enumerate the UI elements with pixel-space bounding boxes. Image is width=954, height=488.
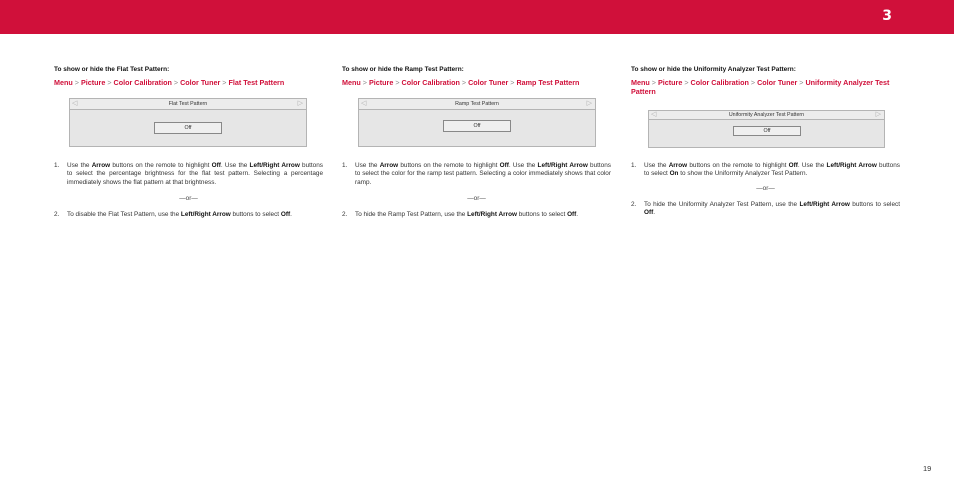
arrow-left-icon[interactable]: ◁ xyxy=(651,111,657,118)
section-heading: To show or hide the Ramp Test Pattern: xyxy=(342,66,464,73)
text-run: buttons to select the percentage brightness for the flat test pattern. Selecting a percentage immediately shows the flat pattern at that brightness. xyxy=(67,162,323,186)
tv-menu-value[interactable]: Off xyxy=(154,122,222,134)
emphasis: Left/Right Arrow xyxy=(467,211,517,218)
emphasis: Off xyxy=(788,162,798,169)
step-text xyxy=(67,162,323,187)
text-run: To hide the Uniformity Analyzer Test Pattern, use the xyxy=(644,201,800,208)
step-number: 2. xyxy=(631,201,637,208)
text-run: buttons to select xyxy=(644,162,900,178)
emphasis: Left/Right Arrow xyxy=(180,211,231,218)
step-2 xyxy=(342,211,611,221)
menu-path-item: Ramp Test Pattern xyxy=(516,78,580,87)
chapter-number: 3 xyxy=(882,8,892,24)
tv-menu-value[interactable]: Off xyxy=(443,120,511,132)
menu-path-item: Picture xyxy=(657,78,683,87)
text-run: To disable the Flat Test Pattern, use the xyxy=(67,211,181,218)
path-separator: > xyxy=(393,78,402,87)
step-text xyxy=(67,211,323,219)
or-divider: —or— xyxy=(179,195,198,202)
text-run: . Use the xyxy=(508,162,538,169)
menu-path xyxy=(54,78,326,87)
arrow-right-icon[interactable]: ▷ xyxy=(586,100,592,107)
text-run: . Use the xyxy=(220,162,250,169)
menu-path-item: Color Calibration xyxy=(401,78,460,87)
emphasis: On xyxy=(669,170,679,178)
menu-path-item: Color Calibration xyxy=(690,78,749,87)
text-run: buttons to select xyxy=(849,201,900,208)
path-separator: > xyxy=(105,78,114,87)
text-run: buttons on the remote to highlight xyxy=(398,162,500,169)
arrow-left-icon[interactable]: ◁ xyxy=(72,100,78,107)
text-run: buttons on the remote to highlight xyxy=(687,162,789,169)
path-separator: > xyxy=(220,78,229,87)
text-run: Use the xyxy=(644,162,669,169)
emphasis: Off xyxy=(644,209,654,217)
step-2 xyxy=(54,211,323,221)
path-separator: > xyxy=(649,78,658,87)
tv-menu-title: Flat Test Pattern xyxy=(70,99,306,110)
menu-path-item: Menu xyxy=(631,78,650,87)
page-number: 19 xyxy=(923,464,932,473)
arrow-left-icon[interactable]: ◁ xyxy=(361,100,367,107)
step-number: 1. xyxy=(631,162,637,169)
or-divider: —or— xyxy=(467,195,486,202)
step-text xyxy=(644,201,900,218)
arrow-right-icon[interactable]: ▷ xyxy=(875,111,881,118)
emphasis: Off xyxy=(211,162,221,169)
step-text xyxy=(355,162,611,187)
menu-path-item: Color Tuner xyxy=(468,78,509,87)
arrow-right-icon[interactable]: ▷ xyxy=(297,100,303,107)
text-run: . xyxy=(653,209,656,217)
text-run: Use the xyxy=(67,162,92,169)
step-number: 2. xyxy=(342,211,348,218)
menu-path-item: Picture xyxy=(80,78,106,87)
emphasis: Arrow xyxy=(91,162,111,169)
emphasis: Left/Right Arrow xyxy=(249,162,300,169)
emphasis: Arrow xyxy=(379,162,399,169)
path-separator: > xyxy=(171,78,181,87)
emphasis: Off xyxy=(567,211,577,218)
menu-path-item: Menu xyxy=(54,78,73,87)
path-separator: > xyxy=(682,78,691,87)
menu-path-item: Flat Test Pattern xyxy=(228,78,285,87)
emphasis: Left/Right Arrow xyxy=(799,201,850,208)
tv-menu-flat xyxy=(69,98,307,147)
menu-path xyxy=(631,78,903,96)
text-run: Use the xyxy=(355,162,380,169)
path-separator: > xyxy=(508,78,517,87)
text-run: . xyxy=(290,211,292,218)
menu-path-item: Color Tuner xyxy=(757,78,798,87)
step-1 xyxy=(342,162,611,190)
path-separator: > xyxy=(459,78,469,87)
emphasis: Arrow xyxy=(668,162,688,169)
text-run: buttons to select xyxy=(516,211,568,218)
tv-menu-title: Ramp Test Pattern xyxy=(359,99,595,110)
text-run: . xyxy=(576,211,579,218)
text-run: buttons on the remote to highlight xyxy=(110,162,212,169)
step-text xyxy=(355,211,611,219)
path-separator: > xyxy=(748,78,758,87)
text-run: To hide the Ramp Test Pattern, use the xyxy=(355,211,468,218)
section-heading: To show or hide the Uniformity Analyzer Test Pattern: xyxy=(631,66,796,73)
text-run: buttons to select xyxy=(230,211,281,218)
menu-path-item: Picture xyxy=(368,78,394,87)
step-1 xyxy=(631,162,900,182)
section-flat-test-pattern xyxy=(54,66,326,87)
text-run: to show the Uniformity Analyzer Test Pattern. xyxy=(678,170,808,178)
tv-menu-uniformity xyxy=(648,110,885,148)
section-ramp-test-pattern xyxy=(342,66,614,87)
path-separator: > xyxy=(797,78,806,87)
menu-path xyxy=(342,78,614,87)
menu-path-item: Color Tuner xyxy=(180,78,221,87)
emphasis: Off xyxy=(280,211,291,218)
emphasis: Left/Right Arrow xyxy=(537,162,588,169)
step-2 xyxy=(631,201,900,219)
or-divider: —or— xyxy=(756,185,775,192)
menu-path-item: Uniformity Analyzer Test Pattern xyxy=(631,78,890,96)
section-heading: To show or hide the Flat Test Pattern: xyxy=(54,66,170,73)
header-bar xyxy=(0,0,954,34)
text-run: buttons to select the color for the ramp test pattern. Selecting a color immediately shows that color ramp. xyxy=(355,162,611,186)
tv-menu-value[interactable]: Off xyxy=(733,126,801,136)
path-separator: > xyxy=(72,78,81,87)
step-1 xyxy=(54,162,323,190)
menu-path-item: Color Calibration xyxy=(113,78,172,87)
tv-menu-ramp xyxy=(358,98,596,147)
step-number: 1. xyxy=(342,162,348,169)
emphasis: Off xyxy=(499,162,509,169)
menu-path-item: Menu xyxy=(342,78,361,87)
path-separator: > xyxy=(360,78,369,87)
step-text xyxy=(644,162,900,179)
step-number: 2. xyxy=(54,211,60,218)
tv-menu-title: Uniformity Analyzer Test Pattern xyxy=(649,111,884,120)
section-uniformity-test-pattern xyxy=(631,66,903,96)
emphasis: Left/Right Arrow xyxy=(826,162,877,169)
text-run: . Use the xyxy=(797,162,827,169)
step-number: 1. xyxy=(54,162,60,169)
